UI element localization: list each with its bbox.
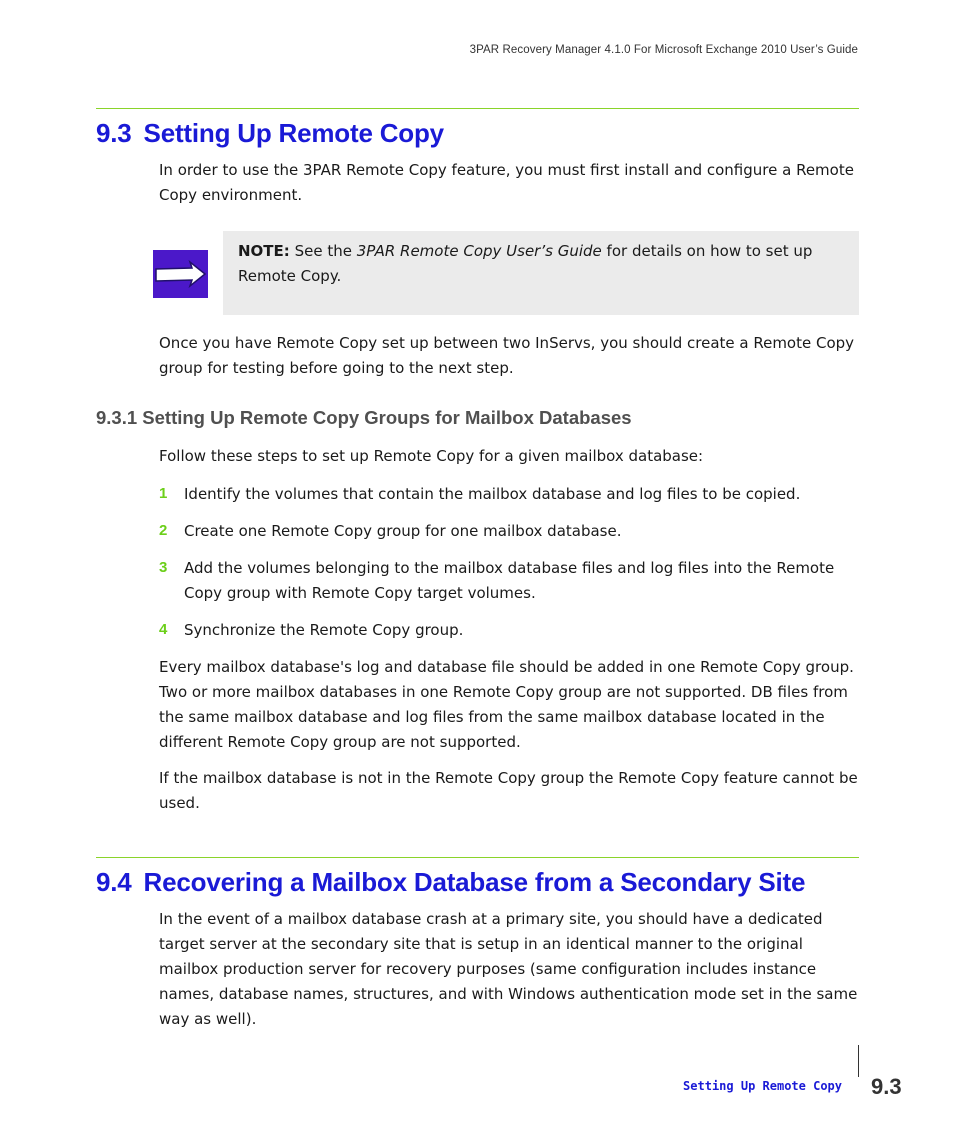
section-title: Setting Up Remote Copy xyxy=(143,118,444,148)
step-number: 1 xyxy=(159,485,168,502)
section-divider xyxy=(96,857,859,858)
note-label: NOTE: xyxy=(238,242,290,260)
footer-section-label: Setting Up Remote Copy xyxy=(683,1079,842,1093)
section-number: 9.3 xyxy=(96,118,132,148)
section-number: 9.4 xyxy=(96,867,132,897)
running-header: 3PAR Recovery Manager 4.1.0 For Microsoft Exchange 2010 User’s Guide xyxy=(469,44,858,56)
step-number: 3 xyxy=(159,559,168,576)
note-text-before: See the xyxy=(294,242,352,260)
steps-intro: Follow these steps to set up Remote Copy for a given mailbox database: xyxy=(159,447,704,465)
subsection-heading: 9.3.1 Setting Up Remote Copy Groups for Mailbox Databases xyxy=(96,407,632,428)
step-number: 4 xyxy=(159,621,168,638)
step-text: Add the volumes belonging to the mailbox database files and log files into the Remote Copy group with Remote Copy target volumes. xyxy=(184,559,835,602)
step-text: Create one Remote Copy group for one mailbox database. xyxy=(184,522,622,540)
section-heading-9-3 xyxy=(96,118,444,149)
note-text xyxy=(238,239,838,289)
note-text-after: for details on how to set up Remote Copy. xyxy=(238,242,813,285)
section-heading-9-4 xyxy=(96,867,805,898)
note-guide-title: 3PAR Remote Copy User’s Guide xyxy=(356,242,602,260)
step-number: 2 xyxy=(159,522,168,539)
step-text: Identify the volumes that contain the mailbox database and log files to be copied. xyxy=(184,485,801,503)
page-number: 9.3 xyxy=(871,1074,902,1099)
intro-paragraph: In the event of a mailbox database crash at a primary site, you should have a dedicated target server at the secondary site that is setup in an identical manner to the original mailbox production server for recovery purposes (same configuration includes instance names, database names, structures, and with Windows authentication mode set in the same way as well). xyxy=(159,910,858,1028)
intro-paragraph: In order to use the 3PAR Remote Copy feature, you must first install and configure a Remote Copy environment. xyxy=(159,161,854,204)
section-title: Recovering a Mailbox Database from a Secondary Site xyxy=(143,867,806,897)
arrow-right-icon xyxy=(153,250,208,298)
footer-divider xyxy=(858,1045,859,1077)
body-paragraph: If the mailbox database is not in the Remote Copy group the Remote Copy feature cannot be used. xyxy=(159,769,858,812)
section-divider xyxy=(96,108,859,109)
note-box xyxy=(223,231,859,315)
body-paragraph: Every mailbox database's log and database file should be added in one Remote Copy group. Two or more mailbox databases in one Remote Copy group are not supported. DB files from the same mailbox database and log files from the same mailbox database located in the different Remote Copy group are not supported. xyxy=(159,658,854,751)
step-text: Synchronize the Remote Copy group. xyxy=(184,621,464,639)
followup-paragraph: Once you have Remote Copy set up between two InServs, you should create a Remote Copy group for testing before going to the next step. xyxy=(159,334,855,377)
